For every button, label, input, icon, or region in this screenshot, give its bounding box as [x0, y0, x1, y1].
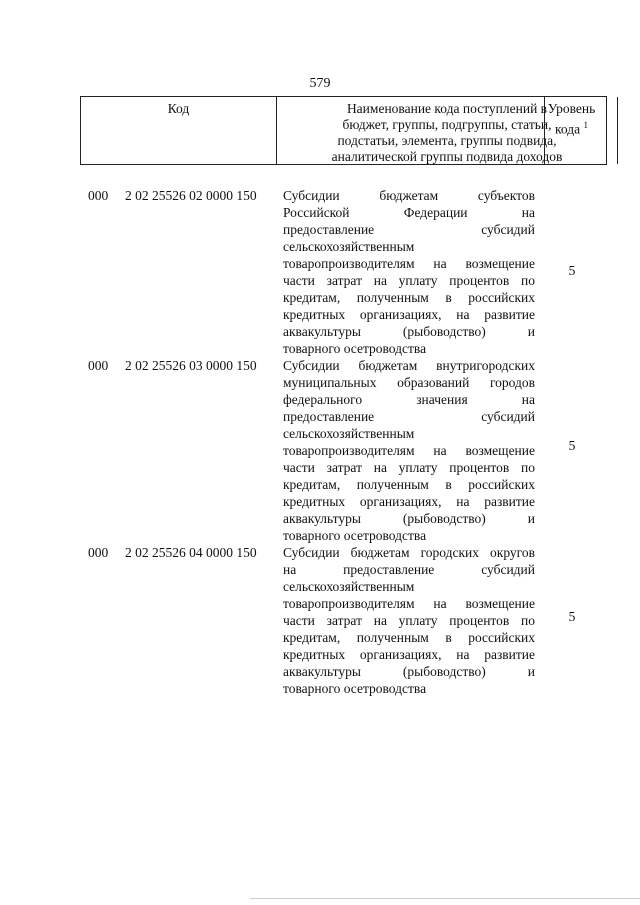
description-line: сельскохозяйственным [283, 579, 415, 594]
description-line: муниципальных образований городов [283, 375, 535, 390]
description-line: кредитных организациях, на развитие [283, 307, 535, 322]
description-line: Российской Федерации на [283, 205, 535, 220]
row-description [283, 544, 535, 697]
admin-code: 000 [88, 358, 109, 373]
header-name-line: бюджет, группы, подгруппы, статьи, [342, 117, 552, 132]
description-line: на предоставление субсидий [283, 562, 535, 577]
description-line: предоставление субсидий [283, 222, 535, 237]
scan-edge-line [250, 898, 640, 899]
budget-code: 2 02 25526 04 0000 150 [125, 545, 257, 560]
description-line: товарного осетроводства [283, 528, 427, 543]
description-line: товаропроизводителям на возмещение [283, 256, 535, 271]
header-level-line2: кода $^1$ [555, 120, 588, 137]
budget-code: 2 02 25526 02 0000 150 [125, 188, 257, 203]
footnote-marker: 1 [583, 120, 588, 130]
page-number: 579 [309, 76, 331, 91]
header-name-line: подстатьи, элемента, группы подвида, [337, 133, 557, 148]
header-name-line: аналитической группы подвида доходов [331, 149, 563, 164]
level-value: 5 [568, 438, 576, 453]
description-line: аквакультуры (рыбоводство) и [283, 664, 535, 679]
header-level-line1: Уровень [547, 101, 596, 116]
description-line: Субсидии бюджетам субъектов [283, 188, 535, 203]
row-description [283, 187, 535, 357]
description-line: Субсидии бюджетам городских округов [283, 545, 535, 560]
header-code: Код [81, 97, 277, 164]
description-line: федерального значения на [283, 392, 535, 407]
admin-code: 000 [88, 545, 109, 560]
description-line: аквакультуры (рыбоводство) и [283, 511, 535, 526]
header-level [537, 96, 607, 165]
description-line: кредитам, полученным в российских [283, 290, 535, 305]
level-value: 5 [568, 263, 576, 278]
description-line: Субсидии бюджетам внутригородских [283, 358, 535, 373]
description-line: товарного осетроводства [283, 681, 427, 696]
table-header [80, 96, 563, 165]
description-line: части затрат на уплату процентов по [283, 273, 535, 288]
header-name-line: Наименование кода поступлений в [346, 101, 548, 116]
level-value: 5 [568, 609, 576, 624]
description-line: сельскохозяйственным [283, 239, 415, 254]
description-line: кредитных организациях, на развитие [283, 494, 535, 509]
description-line: предоставление субсидий [283, 409, 535, 424]
row-description [283, 357, 535, 544]
description-line: товарного осетроводства [283, 341, 427, 356]
description-line: товаропроизводителям на возмещение [283, 596, 535, 611]
description-line: аквакультуры (рыбоводство) и [283, 324, 535, 339]
description-line: товаропроизводителям на возмещение [283, 443, 535, 458]
description-line: кредитам, полученным в российских [283, 630, 535, 645]
admin-code: 000 [88, 188, 109, 203]
budget-code: 2 02 25526 03 0000 150 [125, 358, 257, 373]
description-line: кредитам, полученным в российских [283, 477, 535, 492]
description-line: кредитных организациях, на развитие [283, 647, 535, 662]
description-line: сельскохозяйственным [283, 426, 415, 441]
description-line: части затрат на уплату процентов по [283, 460, 535, 475]
description-line: части затрат на уплату процентов по [283, 613, 535, 628]
